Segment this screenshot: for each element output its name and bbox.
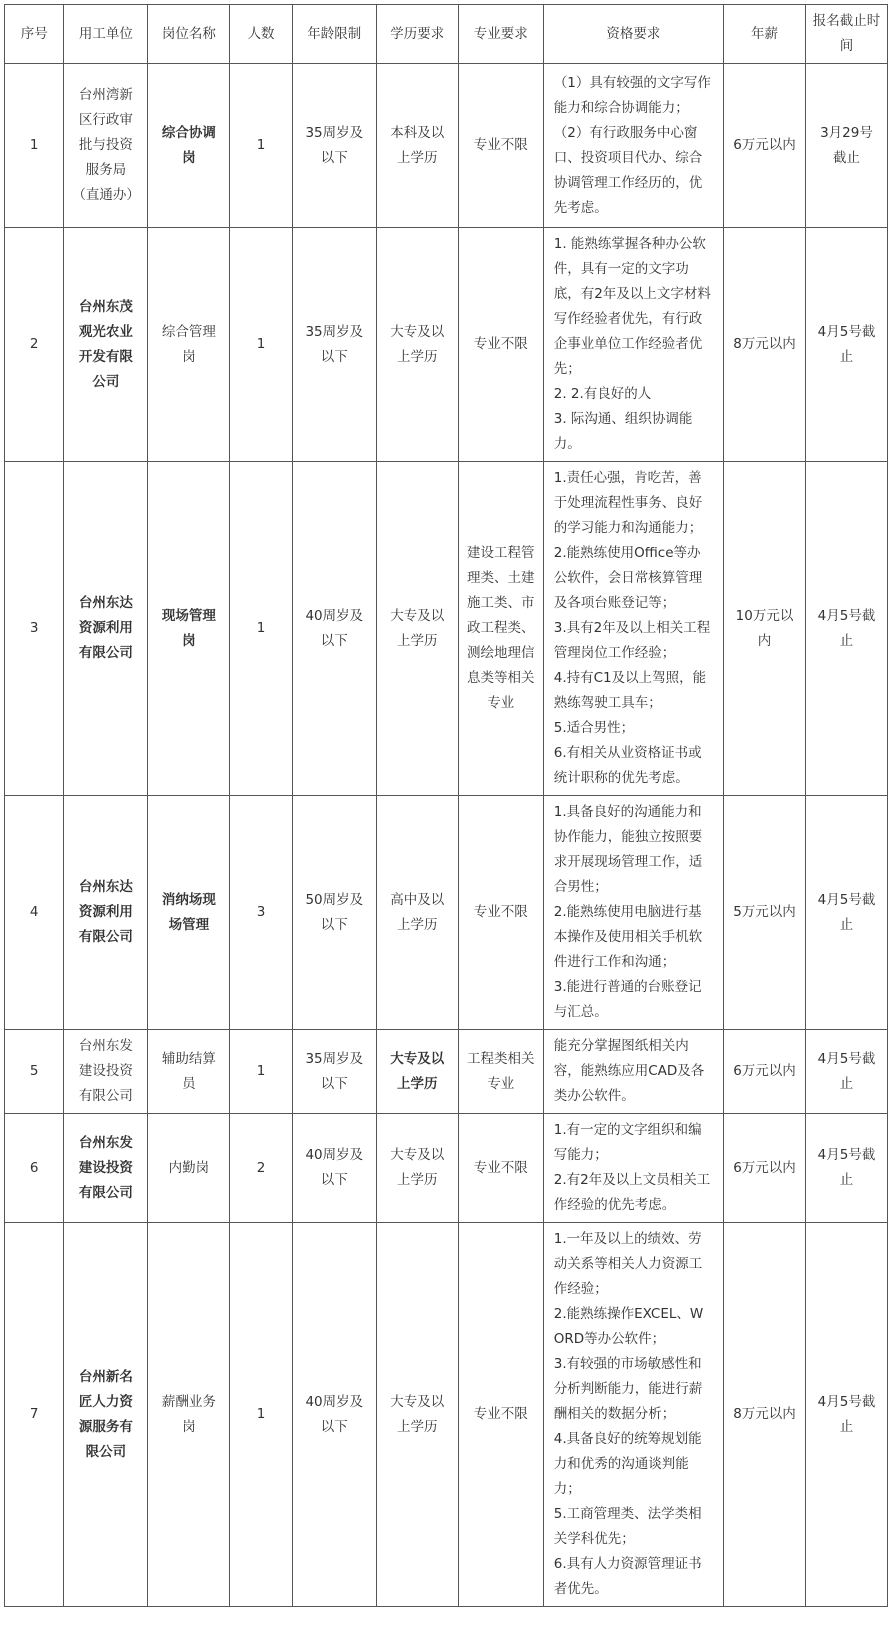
cell-salary: 6万元以内 — [724, 64, 806, 228]
cell-count: 1 — [230, 462, 292, 796]
requirement-line: 4.具备良好的统筹规划能力和优秀的沟通谈判能力； — [553, 1431, 702, 1497]
cell-age: 40周岁及以下 — [292, 1114, 376, 1223]
cell-requirements — [543, 1223, 723, 1607]
requirement-line: 5.工商管理类、法学类相关学科优先； — [553, 1506, 702, 1547]
requirement-line: 2.能熟练使用电脑进行基本操作及使用相关手机软件进行工作和沟通； — [553, 904, 703, 970]
cell-count: 1 — [230, 1223, 292, 1607]
cell-major: 专业不限 — [458, 228, 543, 462]
cell-unit: 台州湾新区行政审批与投资服务局（直通办） — [64, 64, 148, 228]
cell-education: 本科及以上学历 — [376, 64, 458, 228]
cell-salary: 5万元以内 — [724, 796, 806, 1030]
cell-no: 1 — [5, 64, 64, 228]
requirement-line: 2. 2.有良好的人 — [553, 386, 652, 402]
cell-education: 大专及以上学历 — [376, 1223, 458, 1607]
header-major: 专业要求 — [458, 5, 543, 64]
requirement-line: 3.能进行普通的台账登记与汇总。 — [553, 979, 702, 1020]
cell-count: 1 — [230, 228, 292, 462]
requirement-line: 4.持有C1及以上驾照，能熟练驾驶工具车； — [553, 670, 707, 711]
cell-education: 大专及以上学历 — [376, 1114, 458, 1223]
cell-no: 3 — [5, 462, 64, 796]
header-requirements: 资格要求 — [543, 5, 723, 64]
cell-deadline: 4月5号截止 — [805, 228, 887, 462]
requirement-line: 1. 能熟练掌握各种办公软件，具有一定的文字功底，有2年及以上文字材料写作经验者优先，有行政企事业单位工作经验者优先； — [553, 236, 711, 377]
cell-count: 3 — [230, 796, 292, 1030]
cell-position: 消纳场现场管理 — [148, 796, 230, 1030]
cell-requirements — [543, 228, 723, 462]
requirement-line: （2）有行政服务中心窗口、投资项目代办、综合协调管理工作经历的，优先考虑。 — [553, 124, 703, 216]
cell-no: 5 — [5, 1030, 64, 1114]
requirement-line: 2.有2年及以上文员相关工作经验的优先考虑。 — [553, 1172, 711, 1213]
cell-requirements — [543, 462, 723, 796]
requirement-line: 1.具备良好的沟通能力和协作能力，能独立按照要求开展现场管理工作，适合男性； — [553, 804, 703, 895]
table-row — [5, 462, 888, 796]
cell-education: 大专及以上学历 — [376, 228, 458, 462]
header-unit: 用工单位 — [64, 5, 148, 64]
cell-major: 专业不限 — [458, 1114, 543, 1223]
cell-position: 薪酬业务岗 — [148, 1223, 230, 1607]
table-row — [5, 64, 888, 228]
requirement-line: （1）具有较强的文字写作能力和综合协调能力； — [553, 74, 711, 116]
cell-education: 高中及以上学历 — [376, 796, 458, 1030]
cell-salary: 10万元以内 — [724, 462, 806, 796]
cell-requirements — [543, 64, 723, 228]
header-education: 学历要求 — [376, 5, 458, 64]
cell-requirements — [543, 1030, 723, 1114]
header-no: 序号 — [5, 5, 64, 64]
requirement-line: 1.一年及以上的绩效、劳动关系等相关人力资源工作经验； — [553, 1231, 703, 1297]
table-header-row — [5, 5, 888, 64]
cell-count: 2 — [230, 1114, 292, 1223]
cell-position: 综合管理岗 — [148, 228, 230, 462]
cell-salary: 6万元以内 — [724, 1114, 806, 1223]
requirement-line: 1.有一定的文字组织和编写能力； — [553, 1122, 702, 1163]
cell-salary: 8万元以内 — [724, 228, 806, 462]
cell-no: 4 — [5, 796, 64, 1030]
cell-age: 40周岁及以下 — [292, 1223, 376, 1607]
cell-salary: 6万元以内 — [724, 1030, 806, 1114]
cell-education: 大专及以上学历 — [376, 1030, 458, 1114]
cell-requirements — [543, 796, 723, 1030]
cell-unit: 台州东发建设投资有限公司 — [64, 1114, 148, 1223]
table-body — [5, 64, 888, 1607]
cell-unit: 台州东达资源利用有限公司 — [64, 796, 148, 1030]
cell-major: 专业不限 — [458, 64, 543, 228]
table-row — [5, 1223, 888, 1607]
cell-no: 2 — [5, 228, 64, 462]
requirement-line: 3. 际沟通、组织协调能力。 — [553, 411, 693, 452]
cell-deadline: 4月5号截止 — [805, 796, 887, 1030]
cell-requirements — [543, 1114, 723, 1223]
cell-count: 1 — [230, 1030, 292, 1114]
cell-deadline: 4月5号截止 — [805, 1030, 887, 1114]
recruitment-table — [4, 4, 888, 1607]
cell-major: 专业不限 — [458, 796, 543, 1030]
requirement-line: 能充分掌握图纸相关内容，能熟练应用CAD及各类办公软件。 — [553, 1038, 705, 1104]
cell-education: 大专及以上学历 — [376, 462, 458, 796]
cell-position: 辅助结算员 — [148, 1030, 230, 1114]
cell-deadline: 3月29号截止 — [805, 64, 887, 228]
cell-major: 建设工程管理类、土建施工类、市政工程类、测绘地理信息类等相关专业 — [458, 462, 543, 796]
requirement-line: 1.责任心强，肯吃苦，善于处理流程性事务、良好的学习能力和沟通能力； — [553, 470, 703, 536]
cell-age: 50周岁及以下 — [292, 796, 376, 1030]
cell-no: 6 — [5, 1114, 64, 1223]
cell-deadline: 4月5号截止 — [805, 1223, 887, 1607]
cell-age: 35周岁及以下 — [292, 1030, 376, 1114]
requirement-line: 5.适合男性； — [553, 720, 635, 736]
cell-age: 35周岁及以下 — [292, 228, 376, 462]
cell-salary: 8万元以内 — [724, 1223, 806, 1607]
table-row — [5, 1030, 888, 1114]
table-row — [5, 228, 888, 462]
cell-count: 1 — [230, 64, 292, 228]
cell-major: 工程类相关专业 — [458, 1030, 543, 1114]
cell-position: 现场管理岗 — [148, 462, 230, 796]
requirement-line: 6.具有人力资源管理证书者优先。 — [553, 1556, 702, 1597]
cell-position: 综合协调岗 — [148, 64, 230, 228]
table-row — [5, 1114, 888, 1223]
table-row — [5, 796, 888, 1030]
cell-unit: 台州新名匠人力资源服务有限公司 — [64, 1223, 148, 1607]
cell-deadline: 4月5号截止 — [805, 462, 887, 796]
cell-unit: 台州东发建设投资有限公司 — [64, 1030, 148, 1114]
header-deadline: 报名截止时间 — [805, 5, 887, 64]
header-salary: 年薪 — [724, 5, 806, 64]
cell-deadline: 4月5号截止 — [805, 1114, 887, 1223]
requirement-line: 3.具有2年及以上相关工程管理岗位工作经验； — [553, 620, 711, 661]
cell-unit: 台州东茂观光农业开发有限公司 — [64, 228, 148, 462]
cell-major: 专业不限 — [458, 1223, 543, 1607]
requirement-line: 3.有较强的市场敏感性和分析判断能力，能进行薪酬相关的数据分析； — [553, 1356, 703, 1422]
requirement-line: 2.能熟练操作EXCEL、WORD等办公软件； — [553, 1306, 704, 1347]
cell-unit: 台州东达资源利用有限公司 — [64, 462, 148, 796]
header-count: 人数 — [230, 5, 292, 64]
header-position: 岗位名称 — [148, 5, 230, 64]
cell-age: 35周岁及以下 — [292, 64, 376, 228]
requirement-line: 6.有相关从业资格证书或统计职称的优先考虑。 — [553, 745, 702, 786]
requirement-line: 2.能熟练使用Office等办公软件，会日常核算管理及各项台账登记等； — [553, 545, 703, 611]
cell-position: 内勤岗 — [148, 1114, 230, 1223]
cell-no: 7 — [5, 1223, 64, 1607]
cell-age: 40周岁及以下 — [292, 462, 376, 796]
header-age: 年龄限制 — [292, 5, 376, 64]
